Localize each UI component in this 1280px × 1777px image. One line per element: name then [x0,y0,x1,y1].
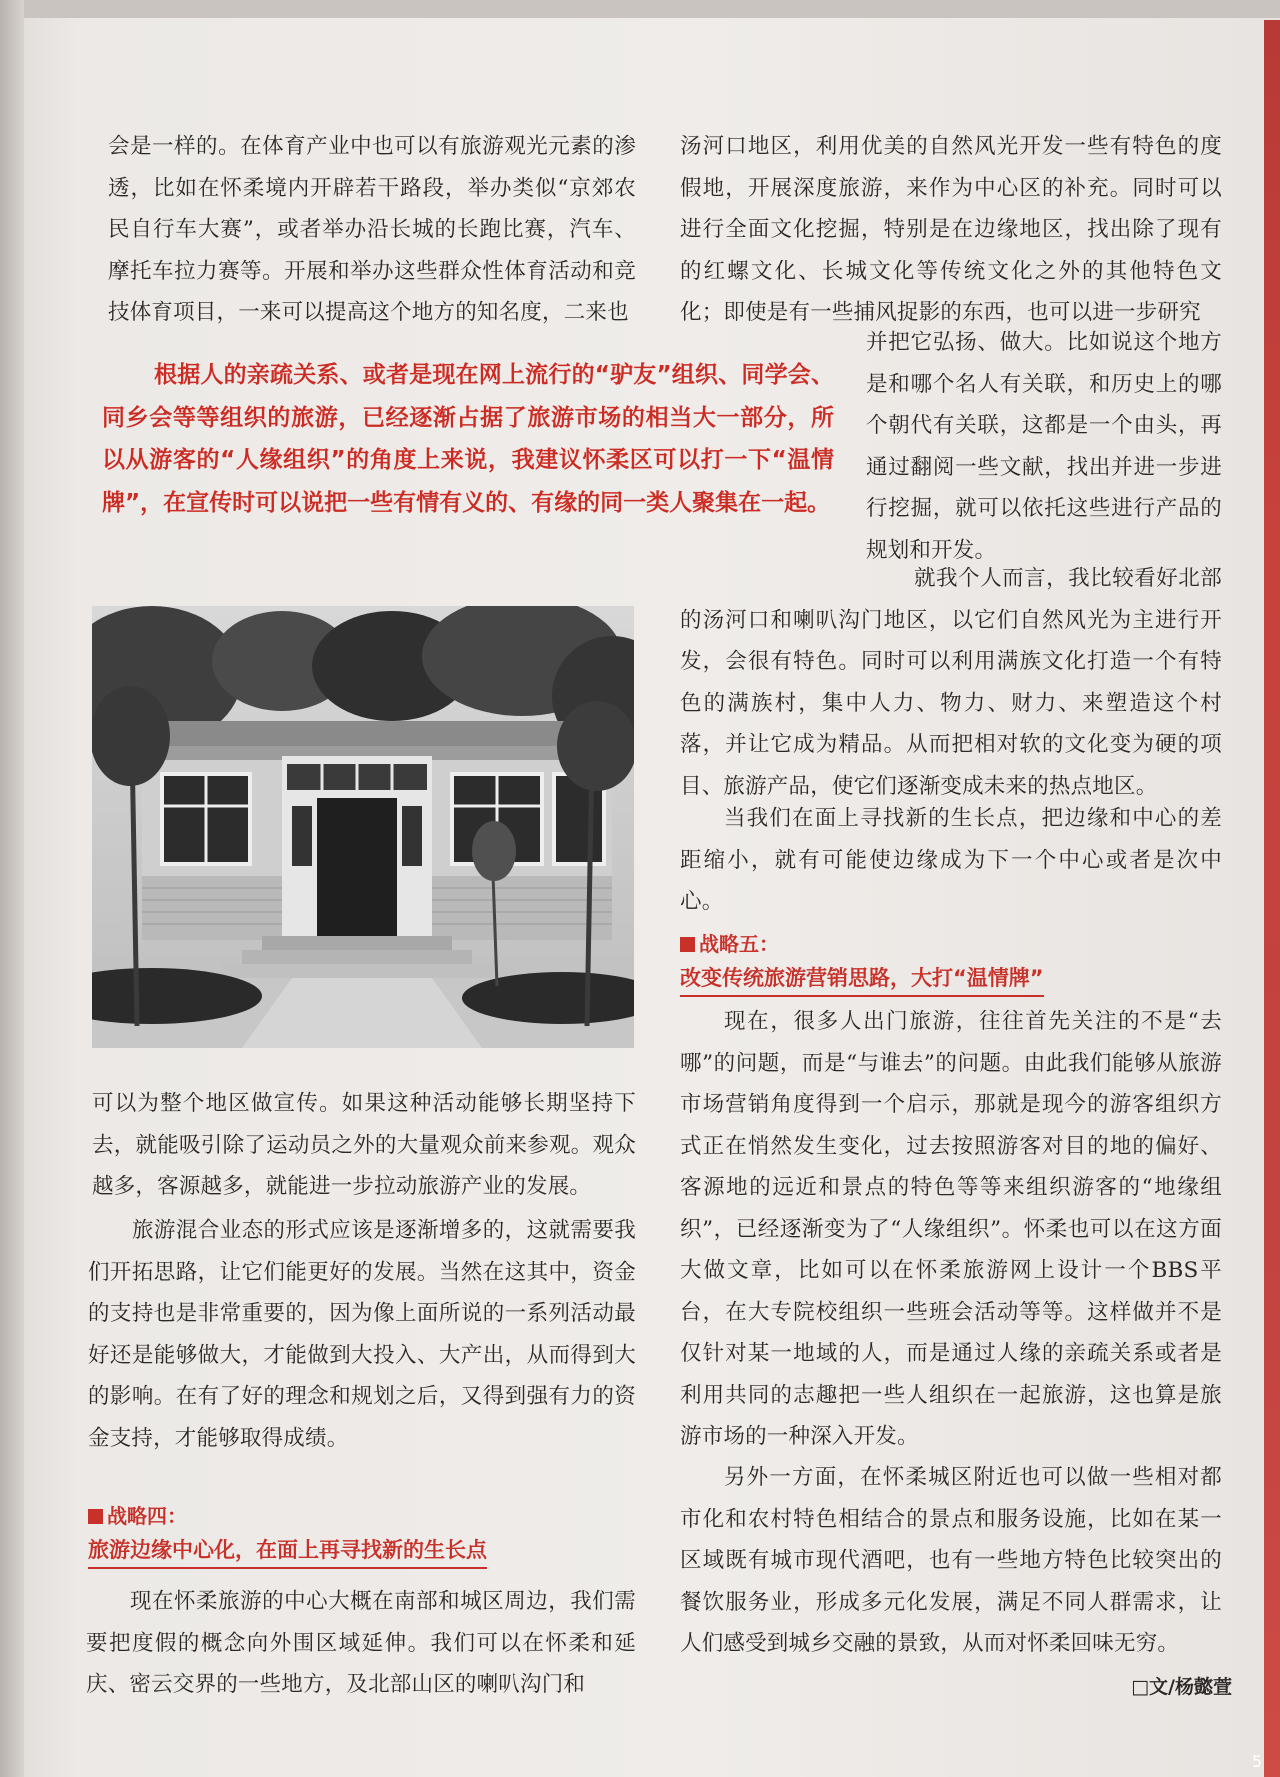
right-paragraph-2: 就我个人而言，我比较看好北部的汤河口和喇叭沟门地区，以它们自然风光为主进行开发，会很有特色。同时可以利用满族文化打造一个有特色的满族村，集中人力、物力、财力、来塑造这个村落，并让它成为精品。从而把相对软的文化变为硬的项目、旅游产品，使它们逐渐变成未来的热点地区。 [680,566,1222,799]
section4-tag-label: 战略四： [107,1504,187,1528]
right-paragraph-3: 当我们在面上寻找新的生长点，把边缘和中心的差距缩小，就有可能使边缘成为下一个中心或者是次中心。 [680,806,1222,914]
section4-tag [88,1500,187,1529]
section4-title: 旅游边缘中心化，在面上再寻找新的生长点 [88,1534,487,1569]
author-byline: □文/杨懿萱 [1131,1676,1232,1698]
building-photo [92,606,634,1048]
section5-tag-label: 战略五： [699,932,779,956]
red-side-tab [1264,20,1280,1777]
section-square-icon [88,1509,103,1524]
left-bottom-paragraph-2: 旅游混合业态的形式应该是逐渐增多的，这就需要我们开拓思路，让它们能更好的发展。当然在这其中，资金的支持也是非常重要的，因为像上面所说的一系列活动最好还是能够做大，才能做到大投入、大产出，从而得到大的影响。在有了好的理念和规划之后，又得到强有力的资金支持，才能够取得成绩。 [88,1218,636,1451]
page-top-edge [0,0,1280,18]
page-binding-edge [0,0,24,1777]
right-paragraph-4: 现在，很多人出门旅游，往往首先关注的不是“去哪”的问题，而是“与谁去”的问题。由此我们能够从旅游市场营销角度得到一个启示，那就是现今的游客组织方式正在悄然发生变化，过去按照游客对目的地的偏好、客源地的远近和景点的特色等等来组织游客的“地缘组织”，已经逐渐变为了“人缘组织”。怀柔也可以在这方面大做文章，比如可以在怀柔旅游网上设计一个BBS平台，在大专院校组织一些班会活动等等。这样做并不是仅针对某一地域的人，而是通过人缘的亲疏关系或者是利用共同的志趣把一些人组织在一起旅游，这也算是旅游市场的一种深入开发。 [680,1009,1222,1449]
left-bottom-paragraph-3: 现在怀柔旅游的中心大概在南部和城区周边，我们需要把度假的概念向外围区域延伸。我们可以在怀柔和延庆、密云交界的一些地方，及北部山区的喇叭沟门和 [86,1589,636,1697]
section5-tag [680,928,779,957]
right-paragraph-1b: 并把它弘扬、做大。比如说这个地方是和哪个名人有关联，和历史上的哪个朝代有关联，这都是一个由头，再通过翻阅一些文献，找出并进一步进行挖掘，就可以依托这些进行产品的规划和开发。 [866,330,1222,563]
right-paragraph-1a: 汤河口地区，利用优美的自然风光开发一些有特色的度假地，开展深度旅游，来作为中心区的补充。同时可以进行全面文化挖掘，特别是在边缘地区，找出除了现有的红螺文化、长城文化等传统文化之外的其他特色文化；即使是有一些捕风捉影的东西，也可以进一步研究 [680,134,1222,325]
page-number: 5 [1251,1752,1262,1771]
section5-title: 改变传统旅游营销思路，大打“温情牌” [680,962,1044,997]
left-top-paragraph: 会是一样的。在体育产业中也可以有旅游观光元素的渗透，比如在怀柔境内开辟若干路段，举办类似“京郊农民自行车大赛”，或者举办沿长城的长跑比赛，汽车、摩托车拉力赛等。开展和举办这些群众性体育活动和竞技体育项目，一来可以提高这个地方的知名度，二来也 [108,134,636,325]
section-square-icon [680,937,695,952]
pull-quote: 根据人的亲疏关系、或者是现在网上流行的“驴友”组织、同学会、同乡会等等组织的旅游，已经逐渐占据了旅游市场的相当大一部分，所以从游客的“人缘组织”的角度上来说，我建议怀柔区可以打一下“温情牌”，在宣传时可以说把一些有情有义的、有缘的同一类人聚集在一起。 [102,362,834,516]
right-paragraph-5: 另外一方面，在怀柔城区附近也可以做一些相对都市化和农村特色相结合的景点和服务设施，比如在某一区域既有城市现代酒吧，也有一些地方特色比较突出的餐饮服务业，形成多元化发展，满足不同人群需求，让人们感受到城乡交融的景致，从而对怀柔回味无穷。 [680,1465,1222,1656]
left-bottom-paragraph-1: 可以为整个地区做宣传。如果这种活动能够长期坚持下去，就能吸引除了运动员之外的大量观众前来参观。观众越多，客源越多，就能进一步拉动旅游产业的发展。 [92,1091,636,1199]
